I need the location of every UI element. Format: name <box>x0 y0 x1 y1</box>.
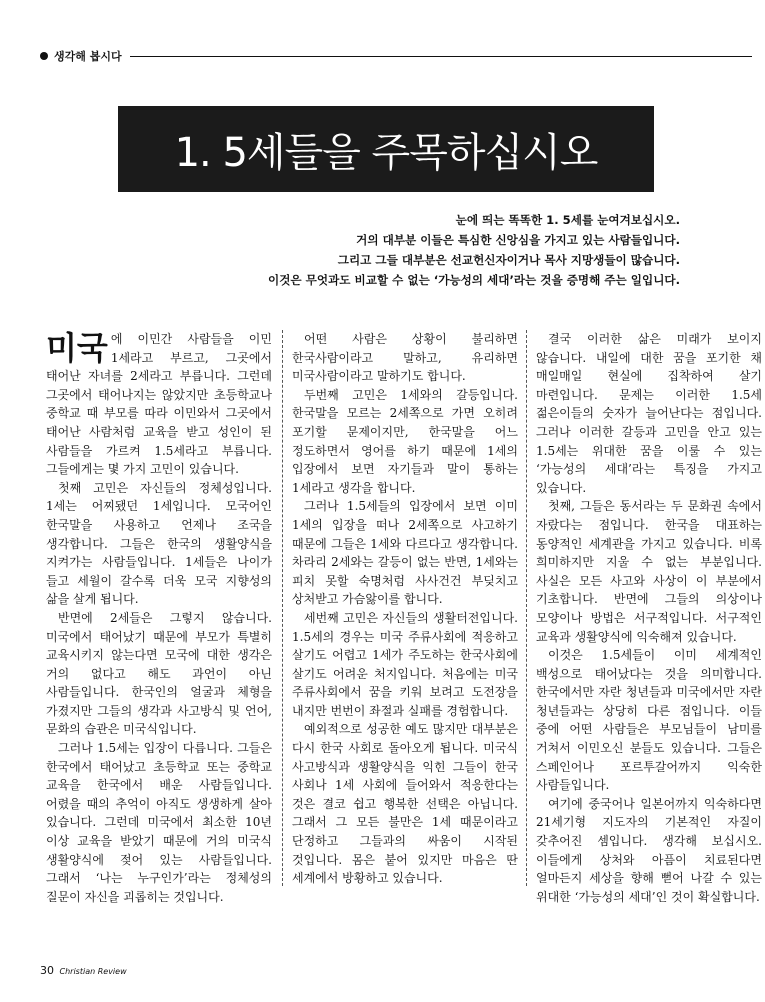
bullet-icon <box>40 52 48 60</box>
paragraph: 여기에 중국어나 일본어까지 익숙하다면 21세기형 지도자의 기본적인 자질이 갖추어진 셈입니다. 생각해 보십시오. 이들에게 상처와 아픔이 치료된다면 얼마든지 세상을 향해 뻗어 나갈 수 있는 위대한 ‘가능성의 세대’인 것이 확실합니다. <box>536 796 762 904</box>
paragraph: 그러나 1.5세는 입장이 다릅니다. 그들은 한국에서 태어났고 초등학교 또는 중학교 교육을 한국에서 배운 사람들입니다. 어렸을 때의 추억이 아직도 생생하게 살아 있습니다. 그런데 미국에서 최소한 10년 이상 교육을 받았기 때문에 거의 미국식 생활양식에 젖어 있는 사람들입니다. 그래서 ‘나는 누구인가’라는 정체성의 질문이 자신을 괴롭히는 것입니다. <box>46 741 272 904</box>
paragraph: 이것은 1.5세들이 이미 세계적인 백성으로 태어났다는 것을 의미합니다. 한국에서만 자란 청년들과 미국에서만 자란 청년들과는 상당히 다른 점입니다. 이들 중에 어떤 사람들은 부모님들이 남미를 거쳐서 이민오신 분들도 있습니다. 그들은 스페인어나 포르투갈어까지 익숙한 사람들입니다. <box>536 648 762 793</box>
paragraph-text: 에 이민간 사람들을 이민 1세라고 부르고, 그곳에서 태어난 자녀를 2세라고 부릅니다. 그런데 그곳에서 태어나지는 않았지만 초등학교나 중학교 때 부모를 따라 이민와서 그곳에서 태어난 사람처럼 교육을 받고 성인이 된 사람들을 가르켜 1.5세라고 부릅니다. 그들에게는 몇 가지 고민이 있습니다. <box>46 332 272 477</box>
paragraph: 세번째 고민은 자신들의 생활터전입니다. 1.5세의 경우는 미국 주류사회에 적응하고 살기도 어렵고 1세가 주도하는 한국사회에 살기도 어려운 처지입니다. 처음에는 미국 주류사회에서 꿈을 키워 보려고 도전장을 내지만 번번이 좌절과 실패를 경험합니다. <box>292 610 518 718</box>
header-rule <box>130 56 752 57</box>
article-column-1 <box>46 330 272 906</box>
lead-line: 그리고 그들 대부분은 선교헌신자이거나 목사 지망생들이 많습니다. <box>337 253 680 267</box>
page-title: 1. 5세들을 주목하십시오 <box>118 106 654 192</box>
lead-line: 눈에 띄는 똑똑한 1. 5세를 눈여겨보십시오. <box>455 213 680 227</box>
drop-cap: 미국 <box>46 329 108 367</box>
paragraph: 반면에 2세들은 그렇지 않습니다. 미국에서 태어났기 때문에 부모가 특별히 교육시키지 않는다면 모국에 대한 생각은 거의 없다고 해도 과언이 아닌 사람들입니다. 한국인의 얼굴과 체형을 가졌지만 그들의 생각과 사고방식 및 언어, 문화의 습관은 미국식입니다. <box>46 610 272 737</box>
column-divider <box>526 330 527 886</box>
column-divider <box>282 330 283 886</box>
paragraph: 그러나 1.5세들의 입장에서 보면 이미 1세의 입장을 떠나 2세쪽으로 사고하기 때문에 그들은 1세와 다르다고 생각합니다. 차라리 2세와는 갈등이 없는 반면, 1세와는 피치 못할 숙명처럼 사사건건 부딪치고 상처받고 가슴앓이를 합니다. <box>292 499 518 607</box>
lead-line: 이것은 무엇과도 비교할 수 없는 ‘가능성의 세대’라는 것을 증명해 주는 일입니다. <box>268 273 680 287</box>
paragraph: 두번째 고민은 1세와의 갈등입니다. 한국말을 모르는 2세쪽으로 가면 오히려 포기할 문제이지만, 한국말을 어느 정도하면서 영어를 하기 때문에 1세의 입장에서 보면 자기들과 말이 통하는 1세라고 생각을 합니다. <box>292 387 518 495</box>
paragraph: 예외적으로 성공한 예도 많지만 대부분은 다시 한국 사회로 돌아오게 됩니다. 미국식 사고방식과 생활양식을 익힌 그들이 한국 사회나 1세 사회에 들어와서 적응한다는 것은 결코 쉽고 행복한 선택은 아닙니다. 그래서 그 모든 불만은 1세 때문이라고 단정하고 그들과의 싸움이 시작된 것입니다. 몸은 붙어 있지만 마음은 딴 세계에서 방황하고 있습니다. <box>292 722 518 886</box>
paragraph: 첫째 고민은 자신들의 정체성입니다. 1세는 어찌됐던 1세입니다. 모국어인 한국말을 사용하고 언제나 조국을 생각합니다. 그들은 한국의 생활양식을 지켜가는 사람들입니다. 1세들은 나이가 들고 세월이 갈수록 더욱 모국 지향성의 삶을 살게 됩니다. <box>46 480 272 607</box>
lead-line: 거의 대부분 이들은 특심한 신앙심을 가지고 있는 사람들입니다. <box>356 233 680 247</box>
paragraph: 어떤 사람은 상황이 불리하면 한국사람이라고 말하고, 유리하면 미국사람이라고 말하기도 합니다. <box>292 332 518 384</box>
article-column-2 <box>292 330 518 888</box>
section-label: 생각해 봅시다 <box>54 50 122 63</box>
article-lead <box>120 210 680 290</box>
page-footer <box>40 964 127 977</box>
paragraph: 첫째, 그들은 동서라는 두 문화권 속에서 자랐다는 점입니다. 한국을 대표하는 동양적인 세계관을 가지고 있습니다. 비록 희미하지만 지울 수 없는 부분입니다. 사실은 모든 사고와 사상이 이 부분에서 기초합니다. 반면에 그들의 의상이나 모양이나 방법은 서구적입니다. 서구적인 교육과 생활양식에 익숙해져 있습니다. <box>536 499 762 644</box>
magazine-name: Christian Review <box>59 967 127 976</box>
section-header <box>40 46 752 66</box>
page-number: 30 <box>40 964 54 977</box>
paragraph: 결국 이러한 삶은 미래가 보이지 않습니다. 내일에 대한 꿈을 포기한 채 매일매일 현실에 집착하여 살기 마련입니다. 문제는 이러한 1.5세 젊은이들의 숫자가 늘어난다는 점입니다. 그러나 이러한 갈등과 고민을 안고 있는 1.5세는 위대한 꿈을 이룰 수 있는 ‘가능성의 세대’라는 특징을 가지고 있습니다. <box>536 332 762 495</box>
article-column-3 <box>536 330 762 906</box>
paragraph <box>46 330 272 479</box>
